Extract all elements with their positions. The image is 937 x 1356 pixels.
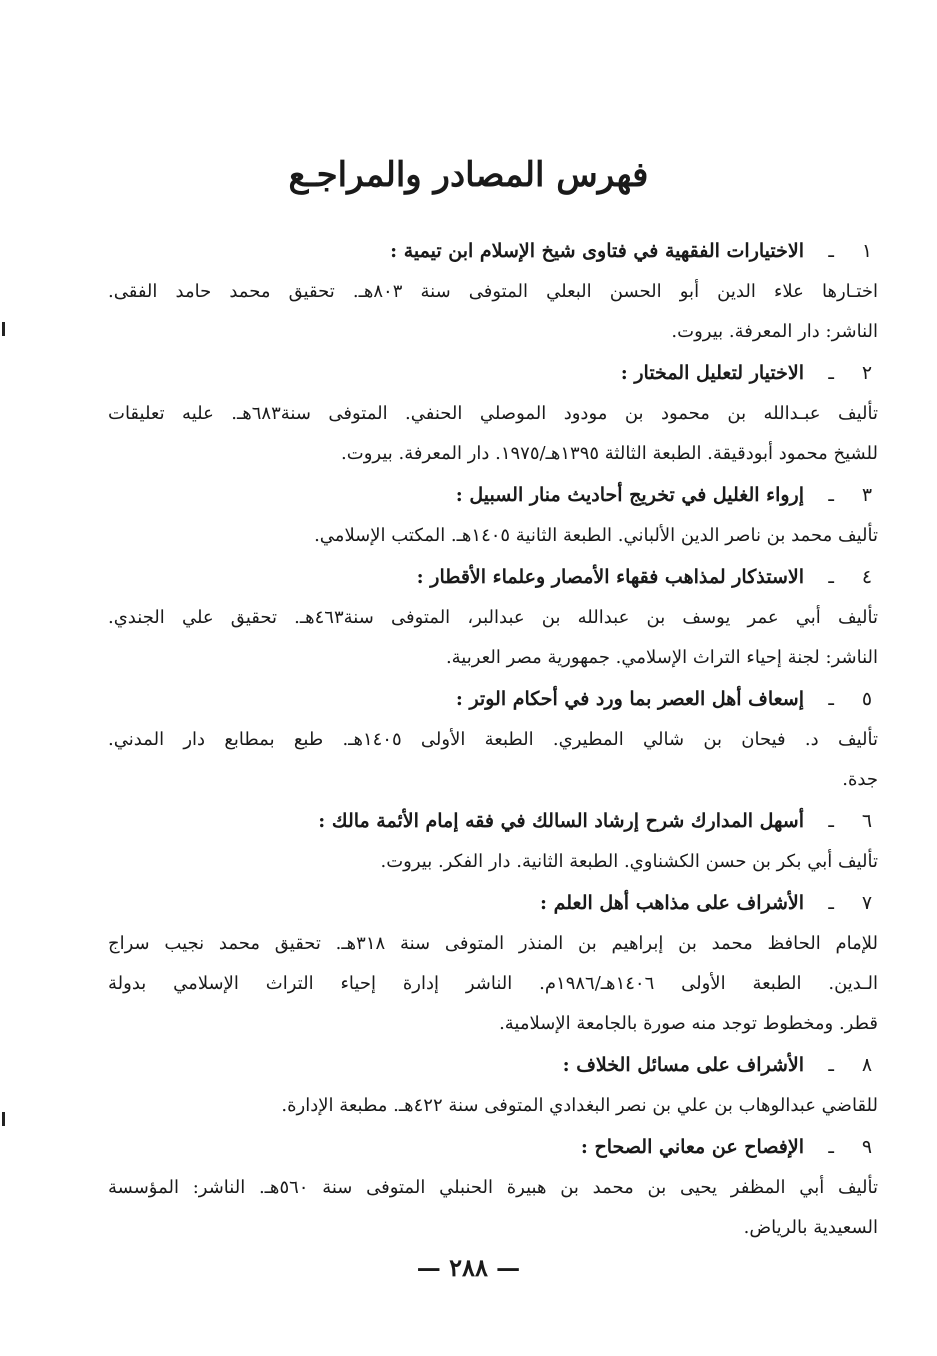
- entry-dash: ـ: [828, 566, 834, 588]
- entry-title: الاستذكار لمذاهب فقهاء الأمصار وعلماء الأقطار :: [416, 566, 804, 588]
- entry-heading-row: [108, 1126, 878, 1168]
- reference-entry: [108, 556, 878, 678]
- entry-text-line: اختـارها علاء الدين أبو الحسن البعلي المتوفى سنة ٨٠٣هـ. تحقيق محمد حامد الفقى.: [108, 281, 878, 302]
- entry-number: ٩: [861, 1136, 873, 1158]
- entry-text-line: تأليف عبـدالله بن محمود بن مودود الموصلي الحنفي. المتوفى سنة٦٨٣هـ. عليه تعليقات: [108, 403, 878, 424]
- entry-dash: ـ: [828, 1136, 834, 1158]
- entry-heading-row: [108, 1044, 878, 1086]
- entry-number: ١: [861, 240, 873, 262]
- entry-text-line: تأليف أبي عمر يوسف بن عبدالله بن عبدالبر، المتوفى سنة٤٦٣هـ. تحقيق علي الجندي.: [108, 607, 878, 628]
- reference-entry: [108, 474, 878, 556]
- entry-text-line: تأليف أبي بكر بن حسن الكشناوي. الطبعة الثانية. دار الفكر. بيروت.: [380, 851, 878, 872]
- reference-entry: [108, 882, 878, 1044]
- page-number: — ٢٨٨ —: [416, 1253, 521, 1282]
- entry-heading-row: [108, 474, 878, 516]
- entry-title: الأشراف على مسائل الخلاف :: [562, 1054, 804, 1076]
- entry-number: ٧: [861, 892, 873, 914]
- entry-number: ٥: [861, 688, 873, 710]
- entry-heading-row: [108, 678, 878, 720]
- entry-text-line: تأليف د. فيحان بن شالي المطيري. الطبعة الأولى ١٤٠٥هـ. طبع بمطابع دار المدني.: [108, 729, 878, 750]
- entry-text-line: للشيخ محمود أبودقيقة. الطبعة الثالثة ١٣٩٥هـ/١٩٧٥. دار المعرفة. بيروت.: [341, 443, 878, 464]
- entry-text-line: للقاضي عبدالوهاب بن علي بن نصر البغدادي المتوفى سنة ٤٢٢هـ. مطبعة الإدارة.: [281, 1095, 878, 1116]
- entry-dash: ـ: [828, 688, 834, 710]
- entry-title: إرواء الغليل في تخريج أحاديث منار السبيل :: [455, 484, 804, 506]
- entry-heading-row: [108, 882, 878, 924]
- entry-heading-row: [108, 556, 878, 598]
- margin-mark: [2, 322, 5, 336]
- entry-text-line: تأليف أبي المظفر يحيى بن محمد بن هبيرة الحنبلي المتوفى سنة ٥٦٠هـ. الناشر: المؤسسة: [108, 1177, 878, 1198]
- entry-text-line: قطر. ومخطوط توجد منه صورة بالجامعة الإسلامية.: [499, 1013, 878, 1034]
- entry-dash: ـ: [828, 240, 834, 262]
- entry-text-line: تأليف محمد بن ناصر الدين الألباني. الطبعة الثانية ١٤٠٥هـ. المكتب الإسلامي.: [314, 525, 878, 546]
- entry-title: الأشراف على مذاهب أهل العلم :: [539, 892, 804, 914]
- entry-title: الاختيارات الفقهية في فتاوى شيخ الإسلام ابن تيمية :: [390, 240, 804, 262]
- page-title: فهرس المصادر والمراجـع: [288, 155, 649, 195]
- entry-heading-row: [108, 352, 878, 394]
- entry-number: ٤: [861, 566, 873, 588]
- entry-number: ٢: [861, 362, 873, 384]
- entry-text-line: الـدين. الطبعة الأولى ١٤٠٦هـ/١٩٨٦م. الناشر إدارة إحياء التراث الإسلامي بدولة: [108, 973, 878, 994]
- entry-text-line: الناشر: دار المعرفة. بيروت.: [671, 321, 878, 342]
- entry-dash: ـ: [828, 484, 834, 506]
- entry-number: ٣: [861, 484, 873, 506]
- entry-dash: ـ: [828, 810, 834, 832]
- entry-text-line: للإمام الحافظ محمد بن إبراهيم بن المنذر المتوفى سنة ٣١٨هـ. تحقيق محمد نجيب سراج: [108, 933, 878, 954]
- margin-mark: [2, 1112, 5, 1126]
- entry-title: الاختيار لتعليل المختار :: [620, 362, 804, 384]
- entry-title: الإفصاح عن معاني الصحاح :: [580, 1136, 804, 1158]
- reference-entry: [108, 678, 878, 800]
- entry-dash: ـ: [828, 892, 834, 914]
- entry-number: ٨: [861, 1054, 873, 1076]
- entry-title: إسعاف أهل العصر بما ورد في أحكام الوتر :: [455, 688, 804, 710]
- references-list: [108, 230, 878, 1248]
- reference-entry: [108, 800, 878, 882]
- reference-entry: [108, 352, 878, 474]
- entry-text-line: الناشر: لجنة إحياء التراث الإسلامي. جمهورية مصر العربية.: [445, 647, 878, 668]
- entry-text-line: جدة.: [842, 769, 878, 790]
- reference-entry: [108, 1126, 878, 1248]
- entry-heading-row: [108, 800, 878, 842]
- entry-dash: ـ: [828, 1054, 834, 1076]
- reference-entry: [108, 1044, 878, 1126]
- entry-number: ٦: [861, 810, 873, 832]
- reference-entry: [108, 230, 878, 352]
- entry-dash: ـ: [828, 362, 834, 384]
- entry-text-line: السعيدية بالرياض.: [743, 1217, 878, 1238]
- entry-title: أسهل المدارك شرح إرشاد السالك في فقه إمام الأئمة مالك :: [318, 810, 804, 832]
- entry-heading-row: [108, 230, 878, 272]
